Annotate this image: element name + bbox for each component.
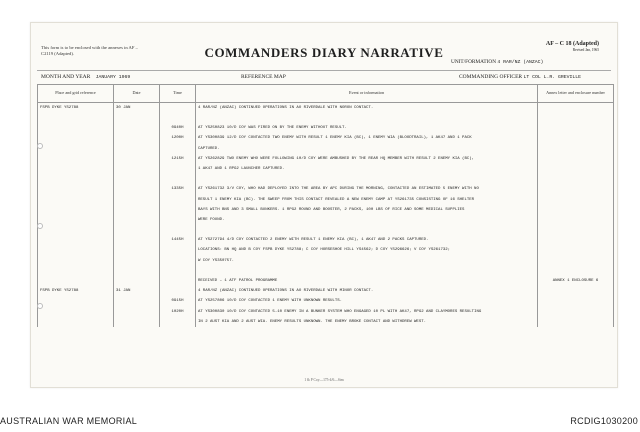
month-and-year [41, 74, 130, 80]
cell-annex [538, 113, 614, 123]
cell-time [160, 286, 196, 296]
cell-place [38, 317, 114, 327]
col-date: Date [114, 85, 160, 103]
printer-imprint: 1 & P Coy—175-4/6—Stm [304, 378, 344, 382]
cell-event: AT YS250823 10/D COY WAS FIRED ON BY THE ENEMY WITHOUT RESULT. [196, 123, 538, 133]
col-time: Time [160, 85, 196, 103]
co-value: LT COL L.R. GREVILLE [523, 75, 582, 80]
cell-event: LOCATIONS: BN HQ AND B COY FSPB DYKE YS2788; C COY HORSESHOE HILL YS4562; D COY YS296626; V COY YS261732; [196, 245, 538, 255]
cell-place [38, 225, 114, 235]
cell-annex [538, 256, 614, 266]
cell-event: AT YS257806 10/D COY CONTACTED 1 ENEMY WITH UNKNOWN RESULTS. [196, 296, 538, 306]
table-row [38, 184, 614, 194]
cell-date [114, 296, 160, 306]
cell-date [114, 184, 160, 194]
table-row [38, 154, 614, 164]
cell-event: AT YS300830 10/D COY CONTACTED 5-10 ENEMY IN A BUNKER SYSTEM WHO ENGAGED 10 PL WITH AK47, RPG2 AND CLAYMORES RESULTING [196, 307, 538, 317]
cell-annex [538, 296, 614, 306]
cell-date [114, 276, 160, 286]
cell-place [38, 296, 114, 306]
cell-annex [538, 174, 614, 184]
punch-hole [37, 223, 43, 229]
cell-annex [538, 286, 614, 296]
cell-date [114, 245, 160, 255]
cell-time: 1445H [160, 235, 196, 245]
cell-place [38, 123, 114, 133]
cell-annex [538, 154, 614, 164]
table-row [38, 123, 614, 133]
cell-event: AT YS300839 12/D COY CONTACTED TWO ENEMY WITH RESULT 1 ENEMY KIA (BC), 1 ENEMY WIA (BLOODTRAIL), 1 AK47 AND 1 PACK [196, 133, 538, 143]
cell-place [38, 164, 114, 174]
cell-event [196, 225, 538, 235]
reference-map-label: REFERENCE MAP [241, 74, 286, 80]
cell-place [38, 184, 114, 194]
cell-annex [538, 205, 614, 215]
cell-annex [538, 245, 614, 255]
cell-time: 1215H [160, 154, 196, 164]
cell-place [38, 133, 114, 143]
table-row [38, 133, 614, 143]
cell-time [160, 164, 196, 174]
cell-time [160, 195, 196, 205]
cell-time [160, 174, 196, 184]
cell-date [114, 205, 160, 215]
cell-annex [538, 215, 614, 225]
cell-event: W COY YS350757. [196, 256, 538, 266]
archive-credit: AUSTRALIAN WAR MEMORIAL [0, 416, 138, 426]
table-row [38, 286, 614, 296]
cell-place [38, 307, 114, 317]
cell-annex [538, 123, 614, 133]
table-row [38, 174, 614, 184]
cell-time: 0940H [160, 123, 196, 133]
cell-date [114, 113, 160, 123]
cell-time [160, 113, 196, 123]
cell-annex [538, 195, 614, 205]
cell-event [196, 113, 538, 123]
cell-time: 1335H [160, 184, 196, 194]
cell-annex [538, 144, 614, 154]
cell-place [38, 235, 114, 245]
punch-hole [37, 143, 43, 149]
cell-date: 31 JAN [114, 286, 160, 296]
cell-time [160, 266, 196, 276]
unit-label: UNIT/FORMATION [451, 59, 497, 65]
cell-event: RESULT 1 ENEMY KIA (BC). THE SWEEP FROM THIS CONTACT REVEALED A NEW ENEMY CAMP AT YS261735 CONSISTING OF 16 SHELTER [196, 195, 538, 205]
document-title: COMMANDERS DIARY NARRATIVE [204, 45, 444, 60]
cell-annex [538, 164, 614, 174]
cell-time [160, 215, 196, 225]
cell-event: 4 RAR/NZ (ANZAC) CONTINUED OPERATIONS IN AO RIVERDALE WITH MINOR CONTACT. [196, 286, 538, 296]
cell-event: 1 AK47 AND 1 RPG2 LAUNCHER CAPTURED. [196, 164, 538, 174]
archive-reference: RCDIG1030200 [570, 416, 638, 426]
unit-formation [451, 59, 543, 65]
unit-value: 4 RAR/NZ (ANZAC) [497, 60, 544, 65]
punch-hole [37, 303, 43, 309]
month-value: JANUARY 1969 [95, 75, 131, 80]
cell-date [114, 215, 160, 225]
cell-place [38, 195, 114, 205]
cell-date [114, 256, 160, 266]
cell-date [114, 123, 160, 133]
cell-time [160, 103, 196, 114]
cell-time [160, 317, 196, 327]
form-instructions: This form is to be enclosed with the annexes in AF – C2119 (Adapted). [41, 45, 138, 56]
cell-event [196, 266, 538, 276]
cell-time: 0915H [160, 296, 196, 306]
table-row [38, 235, 614, 245]
cell-time [160, 205, 196, 215]
form-revision: Revised Jan, 1965 [572, 48, 599, 52]
cell-event: CAPTURED. [196, 144, 538, 154]
cell-date [114, 225, 160, 235]
cell-time [160, 276, 196, 286]
cell-event: AT YS262829 TWO ENEMY WHO WERE FOLLOWING 10/D COY WERE AMBUSHED BY THE REAR HQ MEMBER WITH RESULT 2 ENEMY KIA (BC), [196, 154, 538, 164]
cell-place [38, 154, 114, 164]
table-row [38, 205, 614, 215]
cell-date [114, 164, 160, 174]
table-row [38, 317, 614, 327]
cell-place: FSPB DYKE YS2788 [38, 103, 114, 114]
cell-place [38, 205, 114, 215]
cell-date [114, 235, 160, 245]
cell-event: AT YS261732 3/V COY, WHO HAD DEPLOYED INTO THE AREA BY APC DURING THE MORNING, CONTACTED AN ESTIMATED 5 ENEMY WITH NO [196, 184, 538, 194]
cell-date [114, 317, 160, 327]
cell-date [114, 133, 160, 143]
cell-place [38, 266, 114, 276]
cell-place [38, 144, 114, 154]
table-row [38, 195, 614, 205]
cell-annex [538, 184, 614, 194]
cell-place [38, 276, 114, 286]
cell-place: FSPB DYKE YS2788 [38, 286, 114, 296]
month-label: MONTH AND YEAR [41, 74, 91, 80]
table-row [38, 307, 614, 317]
table-row [38, 113, 614, 123]
col-event: Event or information [196, 85, 538, 103]
table-row [38, 215, 614, 225]
cell-annex [538, 103, 614, 114]
table-row [38, 245, 614, 255]
commanding-officer [459, 74, 581, 80]
table-row [38, 276, 614, 286]
cell-time [160, 256, 196, 266]
cell-date [114, 307, 160, 317]
cell-annex [538, 225, 614, 235]
cell-date [114, 174, 160, 184]
table-row [38, 225, 614, 235]
form-code-label: AF – C 18 (Adapted) [545, 41, 599, 47]
table-header [38, 85, 614, 103]
table-row [38, 144, 614, 154]
cell-date [114, 195, 160, 205]
form-code [546, 41, 599, 52]
cell-event: 4 RAR/NZ (ANZAC) CONTINUED OPERATIONS IN AO RIVERDALE WITH NORON CONTACT. [196, 103, 538, 114]
cell-annex [538, 317, 614, 327]
cell-date: 30 JAN [114, 103, 160, 114]
cell-annex [538, 307, 614, 317]
cell-event: RECEIVED – 1 ATF PATROL PROGRAMME [196, 276, 538, 286]
cell-time [160, 144, 196, 154]
cell-time: 1200H [160, 133, 196, 143]
cell-event: IN 2 AUST KIA AND 2 AUST WIA. ENEMY RESULTS UNKNOWN. THE ENEMY BROKE CONTACT AND WITHDREW WEST. [196, 317, 538, 327]
cell-time [160, 225, 196, 235]
cell-annex [538, 133, 614, 143]
cell-event: WERE FOUND. [196, 215, 538, 225]
cell-annex: ANNEX 1 ENCLOSURE 6 [538, 276, 614, 286]
cell-place [38, 215, 114, 225]
co-label: COMMANDING OFFICER [459, 74, 523, 80]
cell-event: BAYS WITH BNS AND 3 SMALL BUNKERS. 1 RPG2 ROUND AND BOOSTER, 2 PACKS, 100 LBS OF RICE AND SOME MEDICAL SUPPLIES [196, 205, 538, 215]
col-place: Place and grid reference [38, 85, 114, 103]
cell-event [196, 174, 538, 184]
cell-place [38, 256, 114, 266]
cell-date [114, 154, 160, 164]
table-row [38, 256, 614, 266]
table-row [38, 266, 614, 276]
cell-place [38, 245, 114, 255]
cell-annex [538, 266, 614, 276]
document-page [30, 22, 618, 388]
col-annex: Annex letter and enclosure number [538, 85, 614, 103]
cell-date [114, 266, 160, 276]
diary-rows [38, 103, 614, 327]
header-divider [37, 70, 611, 71]
cell-place [38, 174, 114, 184]
diary-table [37, 84, 614, 327]
cell-event: AT YS272794 4/D COY CONTACTED 2 ENEMY WITH RESULT 1 ENEMY KIA (BC), 1 AK47 AND 2 PACKS CAPTURED. [196, 235, 538, 245]
cell-annex [538, 235, 614, 245]
cell-date [114, 144, 160, 154]
cell-place [38, 113, 114, 123]
cell-time [160, 245, 196, 255]
table-row [38, 164, 614, 174]
table-row [38, 296, 614, 306]
table-row [38, 103, 614, 114]
cell-time: 1020H [160, 307, 196, 317]
